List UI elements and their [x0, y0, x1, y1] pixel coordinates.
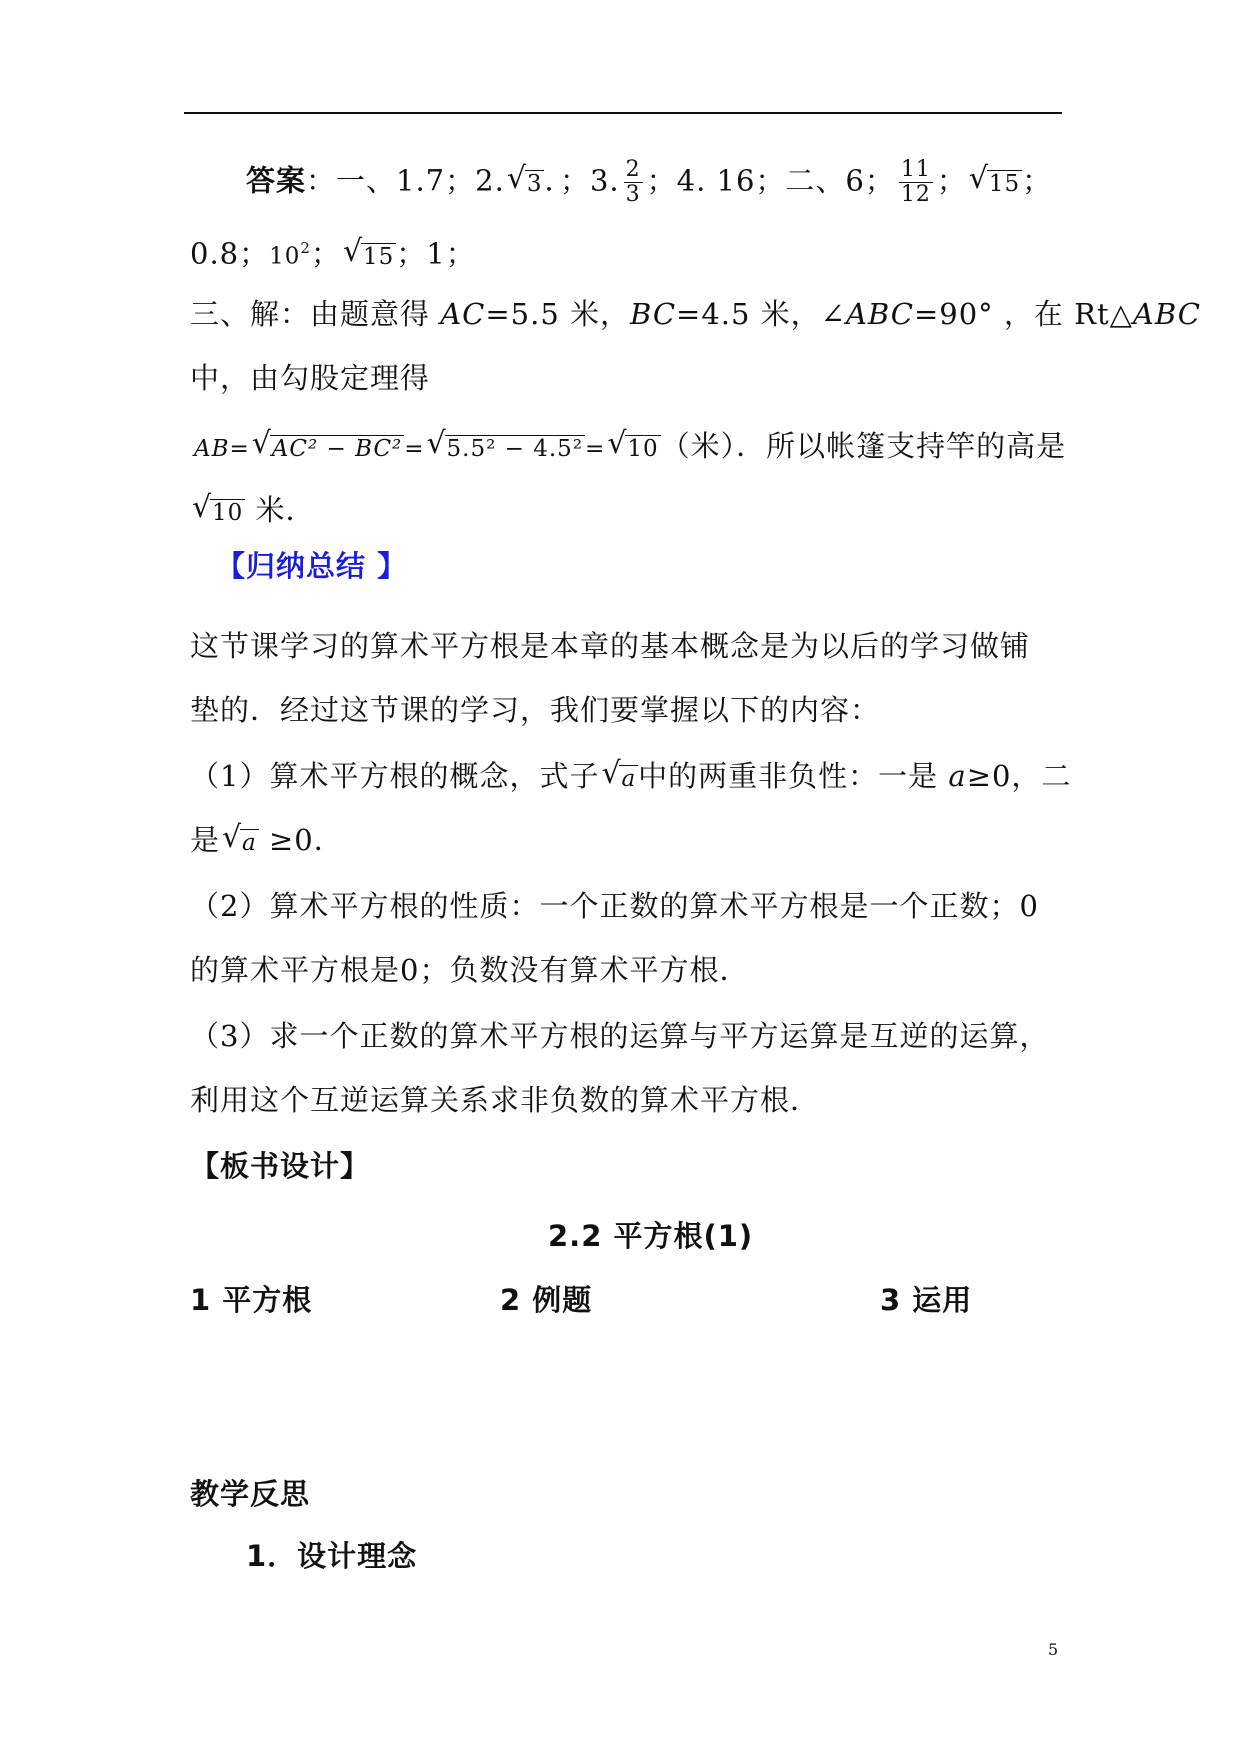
summary-line-7: （3）求一个正数的算术平方根的运算与平方运算是互逆的运算， — [190, 1019, 1050, 1053]
solution-last-line: √ 10 米． — [190, 490, 1070, 533]
sqrt-3: √ 3 — [507, 161, 545, 204]
board-title: 2.2 平方根(1) — [548, 1219, 754, 1253]
summary-line-2: 垫的．经过这节课的学习，我们要掌握以下的内容： — [190, 693, 881, 727]
sqrt-15: √ 15 — [969, 161, 1022, 204]
summary-heading: 【归纳总结 】 — [216, 549, 408, 583]
answers-label: 答案 — [246, 163, 307, 198]
summary-line-6: 的算术平方根是0；负数没有算术平方根． — [190, 953, 750, 987]
answers-line-2: 0.8；$10^2$；√ 15；1； — [190, 228, 1070, 277]
board-item-2: 2 例题 — [500, 1283, 593, 1317]
summary-line-1: 这节课学习的算术平方根是本章的基本概念是为以后的学习做铺 — [190, 629, 1031, 663]
page-number: 5 — [1048, 1640, 1059, 1659]
solution-line-1: 三、解：由题意得 AC=5.5 米，BC=4.5 米，∠ABC=90° ，在 Rt△ABC — [190, 297, 1201, 331]
formula-line: AB=√ AC² − BC²=√ 5.5² − 4.5²=√ 10（米）．所以帐篷支持竿的高是 — [194, 426, 1074, 469]
answers-line-1: 答案：一、1.7；2.√ 3．；3. $\frac{2}{3}$ ；4. 16；二、6； $\frac{11}{12}$ ；√ 15； — [246, 158, 1126, 207]
fraction-11-12: $\frac{11}{12}$ — [900, 157, 931, 207]
sqrt-15-b: √ 15 — [343, 234, 396, 277]
summary-line-8: 利用这个互逆运算关系求非负数的算术平方根． — [190, 1083, 821, 1117]
board-item-3: 3 运用 — [880, 1283, 973, 1317]
reflection-item-1: 1．设计理念 — [246, 1539, 418, 1573]
solution-line-2: 中，由勾股定理得 — [190, 361, 431, 395]
reflection-heading: 教学反思 — [190, 1477, 311, 1511]
board-heading: 【板书设计】 — [190, 1149, 371, 1183]
summary-line-3: （1）算术平方根的概念，式子√ a中的两重非负性：一是 a≥0，二 — [190, 756, 1070, 799]
fraction-2-3: $\frac{2}{3}$ — [625, 157, 641, 207]
summary-line-5: （2）算术平方根的性质：一个正数的算术平方根是一个正数；0 — [190, 889, 1039, 923]
summary-line-4: 是√ a ≥0． — [190, 820, 1070, 863]
board-item-1: 1 平方根 — [190, 1283, 313, 1317]
header-rule — [184, 112, 1062, 114]
